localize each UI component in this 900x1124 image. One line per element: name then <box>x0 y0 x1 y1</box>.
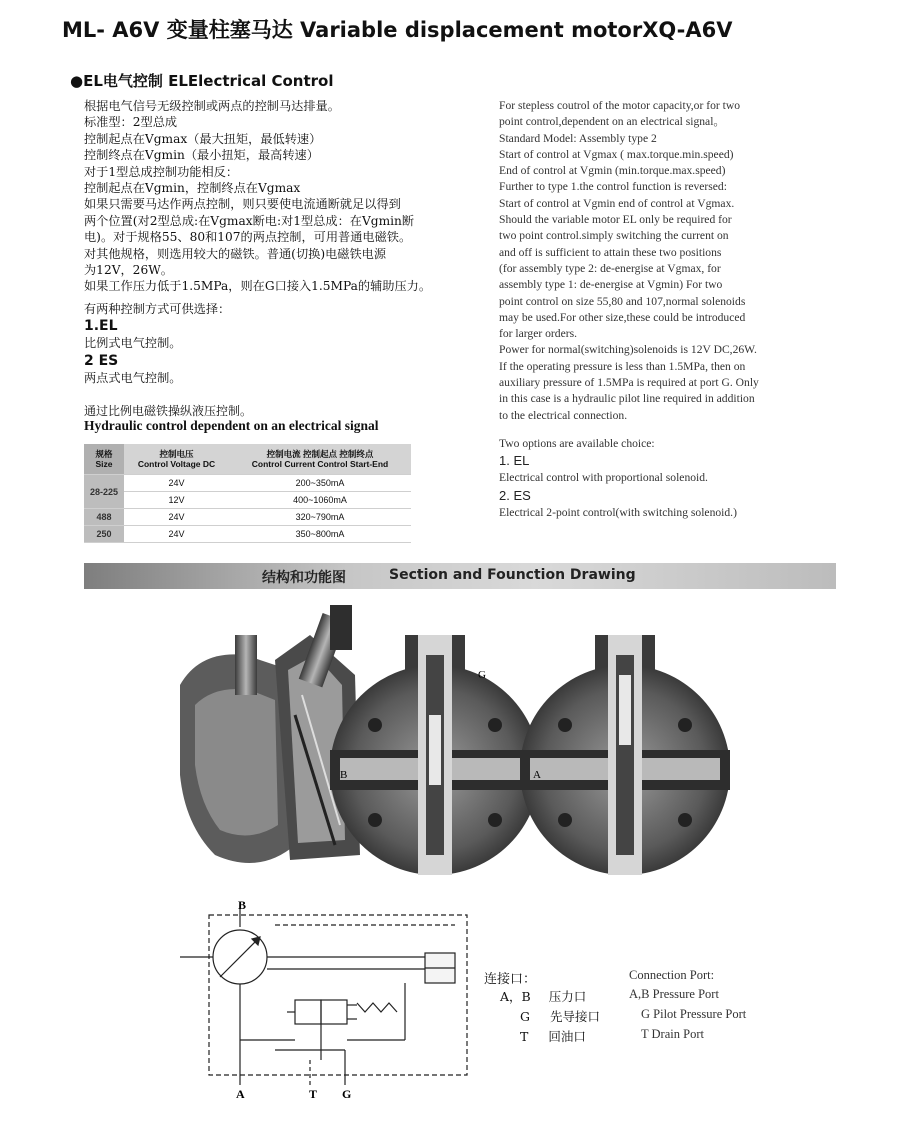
current-cell: 320~790mA <box>229 509 411 526</box>
cn-line: 如果工作压力低于1.5MPa，则在G口接入1.5MPa的辅助压力。 <box>84 279 432 294</box>
size-cell: 488 <box>84 509 124 526</box>
header-voltage-en: Control Voltage DC <box>137 459 216 469</box>
en-line: two point control.simply switching the current on <box>499 229 729 243</box>
en-option-1-desc: Electrical control with proportional solenoid. <box>499 471 708 485</box>
en-line: Further to type 1.the control function is reversed: <box>499 180 727 194</box>
current-cell: 350~800mA <box>229 526 411 543</box>
page-title: ML- A6V 变量柱塞马达 Variable displacement motorXQ-A6V <box>62 18 733 42</box>
cn-line: 两个位置(对2型总成:在Vgmax断电:对1型总成：在Vgmin断 <box>84 213 415 228</box>
size-cell: 250 <box>84 526 124 543</box>
cn-option-2-desc: 两点式电气控制。 <box>84 370 182 385</box>
en-option-2-desc: Electrical 2-point control(with switching solenoid.) <box>499 505 737 519</box>
schematic-label-g: G <box>342 1087 352 1101</box>
label-a: A <box>533 769 541 781</box>
schematic-label-b: B <box>238 898 247 912</box>
table-row <box>84 526 411 543</box>
port-row-cn <box>520 1007 600 1025</box>
en-line: Should the variable motor EL only be required for <box>499 213 732 227</box>
cn-line: 控制起点在Vgmax（最大扭矩，最低转速） <box>84 131 322 146</box>
en-line: End of control at Vgmin (min.torque.max.speed) <box>499 164 726 178</box>
en-line: Start of control at Vgmin end of control at Vgmax. <box>499 196 735 210</box>
cn-line: 控制终点在Vgmin（最小扭矩，最高转速） <box>84 148 319 163</box>
port-row-cn <box>520 1027 586 1045</box>
cn-line: 电)。对于规格55、80和107的两点控制，可用普通电磁铁。 <box>84 230 412 245</box>
ports-title-cn: 连接口： <box>484 972 537 987</box>
en-line: For stepless coutrol of the motor capacity,or for two <box>499 99 741 112</box>
section-heading: ●EL电气控制 ELElectrical Control <box>70 72 334 90</box>
cn-line: 如果只需要马达作两点控制，则只要使电流通断就足以得到 <box>84 197 401 212</box>
table-row <box>84 475 411 492</box>
en-line: point control,dependent on an electrical signal。 <box>499 115 726 129</box>
en-option-1-title: 1. EL <box>499 453 530 469</box>
port-row-en: T Drain Port <box>641 1027 704 1041</box>
cn-line: 为12V，26W。 <box>84 263 173 278</box>
header-size-cn: 规格 <box>95 449 113 459</box>
schematic-lines <box>180 905 467 1085</box>
hydraulic-schematic <box>175 895 475 1105</box>
section-drawings <box>170 595 860 890</box>
port-row-en: G Pilot Pressure Port <box>641 1007 747 1021</box>
port-name-cn: 先导接口 <box>549 1009 600 1024</box>
cn-option-1-title: 1.EL <box>84 318 118 335</box>
motor-cutaway-drawing <box>180 605 360 863</box>
hydraulic-caption-cn: 通过比例电磁铁操纵液压控制。 <box>84 404 253 418</box>
cn-option-2-title: 2 ES <box>84 352 119 369</box>
header-current-en: Control Current Control Start-End <box>251 459 389 469</box>
cn-options-intro: 有两种控制方式可供选择： <box>84 301 231 316</box>
table-row <box>84 492 411 509</box>
banner-title-en: Section and Founction Drawing <box>389 567 636 583</box>
en-line: in this case is a hydraulic pilot line required in addition <box>499 392 755 406</box>
size-cell: 28-225 <box>84 475 124 509</box>
cn-line: 根据电气信号无级控制或两点的控制马达排量。 <box>84 99 340 113</box>
english-description <box>499 98 819 521</box>
en-line: Standard Model: Assembly type 2 <box>499 131 657 145</box>
label-b: B <box>340 769 348 781</box>
hydraulic-caption-en: Hydraulic control dependent on an electrical signal <box>84 418 379 433</box>
cn-line: 对于1型总成控制功能相反： <box>84 164 239 179</box>
header-current-cn: 控制电流 控制起点 控制终点 <box>266 449 374 459</box>
header-size-en: Size <box>95 459 113 469</box>
en-line: for larger orders. <box>499 327 578 341</box>
voltage-cell: 24V <box>124 526 229 543</box>
en-line: Start of control at Vgmax ( max.torque.min.speed) <box>499 147 734 161</box>
current-cell: 400~1060mA <box>229 492 411 509</box>
port-row-cn <box>500 987 586 1005</box>
en-line: may be used.For other size,these could be introduced <box>499 310 746 324</box>
header-current <box>229 444 411 475</box>
port-code-cn: A，B <box>500 989 531 1004</box>
en-line: auxiliary pressure of 1.5MPa is required at port G. Only <box>499 376 759 390</box>
control-voltage-table <box>84 444 411 543</box>
current-cell: 200~350mA <box>229 475 411 492</box>
en-line: Power for normal(switching)solenoids is 12V DC,26W. <box>499 343 757 357</box>
schematic-label-t: T <box>309 1087 318 1101</box>
en-options-intro: Two options are available choice: <box>499 436 655 450</box>
voltage-cell: 12V <box>124 492 229 509</box>
en-line: to the electrical connection. <box>499 408 628 422</box>
voltage-cell: 24V <box>124 475 229 492</box>
cn-option-1-desc: 比例式电气控制。 <box>84 336 182 351</box>
en-option-2-title: 2. ES <box>499 487 531 503</box>
label-g: G <box>478 669 486 681</box>
header-size <box>84 444 124 475</box>
ports-title-en: Connection Port: <box>629 968 715 982</box>
cn-line: 对其他规格，则选用较大的磁铁。普通(切换)电磁铁电源 <box>84 246 387 261</box>
cn-line: 控制起点在Vgmin，控制终点在Vgmax <box>84 181 301 196</box>
port-name-cn: 压力口 <box>548 989 587 1004</box>
port-code-cn: T <box>520 1029 529 1044</box>
round-section-view-b <box>330 635 540 875</box>
en-line: assembly type 1: de-energise at Vgmin) For two <box>499 278 723 292</box>
cn-line: 标准型：2型总成 <box>84 115 178 130</box>
section-banner <box>84 563 836 589</box>
header-voltage-cn: 控制电压 <box>159 449 194 459</box>
table-row <box>84 509 411 526</box>
header-voltage <box>124 444 229 475</box>
port-code-cn: G <box>520 1009 530 1024</box>
chinese-description <box>84 98 464 386</box>
banner-title-cn: 结构和功能图 <box>262 570 346 586</box>
round-section-view-a <box>520 635 730 875</box>
en-line: and off is sufficient to attain these two positions <box>499 245 722 259</box>
en-line: point control on size 55,80 and 107,normal solenoids <box>499 294 746 308</box>
voltage-cell: 24V <box>124 509 229 526</box>
schematic-label-a: A <box>236 1087 245 1101</box>
en-line: (for assembly type 2: de-energise at Vgmax, for <box>499 261 721 275</box>
en-line: If the operating pressure is less than 1.5MPa, then on <box>499 359 746 373</box>
table-header-row <box>84 444 411 475</box>
port-name-cn: 回油口 <box>548 1029 586 1044</box>
port-row-en: A,B Pressure Port <box>629 987 719 1001</box>
